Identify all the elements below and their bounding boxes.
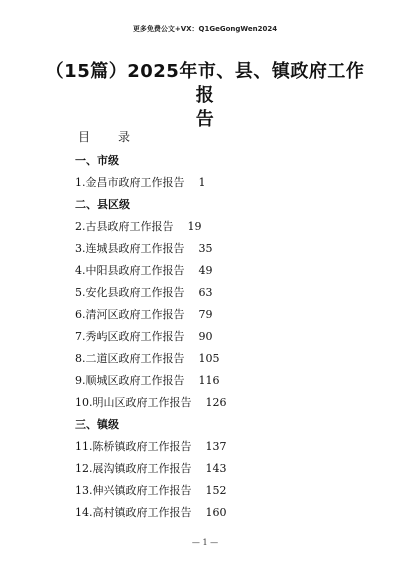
toc-entry[interactable] — [75, 392, 375, 414]
toc-entry-page: 105 — [198, 352, 220, 365]
toc-entry-text: 9.顺城区政府工作报告 — [75, 374, 185, 387]
toc-entry-page: 116 — [198, 374, 220, 387]
toc-entry[interactable] — [75, 502, 375, 524]
toc-entry[interactable] — [75, 458, 375, 480]
toc-entry-text: 11.陈桥镇政府工作报告 — [75, 440, 192, 453]
toc-entry-text: 3.连城县政府工作报告 — [75, 242, 185, 255]
toc-entry-page: 35 — [198, 242, 213, 255]
toc-entry-text: 8.二道区政府工作报告 — [75, 352, 185, 365]
toc-entry-page: 63 — [198, 286, 213, 299]
toc-entry-text: 4.中阳县政府工作报告 — [75, 264, 185, 277]
toc-entry-text: 7.秀屿区政府工作报告 — [75, 330, 185, 343]
title-line-2: 告 — [195, 109, 215, 130]
toc-entry-text: 6.清河区政府工作报告 — [75, 308, 185, 321]
title-line-1: （15篇）2025年市、县、镇政府工作报 — [45, 61, 365, 106]
toc-entry-page: 137 — [205, 440, 227, 453]
toc-entry-page: 126 — [205, 396, 227, 409]
header-note: 更多免费公文+VX：Q1GeGongWen2024 — [132, 25, 278, 33]
toc-entry[interactable] — [75, 260, 375, 282]
toc-entry[interactable] — [75, 326, 375, 348]
toc-section-heading: 二、县区级 — [75, 198, 130, 211]
toc-entry-page: 79 — [198, 308, 213, 321]
toc-entry-page: 49 — [198, 264, 213, 277]
toc-entry[interactable] — [75, 238, 375, 260]
toc-section-heading: 一、市级 — [75, 154, 119, 167]
toc-entry[interactable] — [75, 282, 375, 304]
toc-entry-text: 2.古县政府工作报告 — [75, 220, 174, 233]
toc-entry-text: 12.展沟镇政府工作报告 — [75, 462, 192, 475]
toc-entry[interactable] — [75, 480, 375, 502]
toc-entry-text: 13.伸兴镇政府工作报告 — [75, 484, 192, 497]
toc-entry-page: 160 — [205, 506, 227, 519]
document-title — [40, 60, 370, 132]
toc-entry-text: 5.安化县政府工作报告 — [75, 286, 185, 299]
toc-entry[interactable] — [75, 348, 375, 370]
toc-entry[interactable] — [75, 172, 375, 194]
toc-entry[interactable] — [75, 370, 375, 392]
toc-entry-text: 10.明山区政府工作报告 — [75, 396, 192, 409]
toc-entry-page: 152 — [205, 484, 227, 497]
toc-entry[interactable] — [75, 304, 375, 326]
toc-entry-page: 143 — [205, 462, 227, 475]
toc-section-heading: 三、镇级 — [75, 418, 119, 431]
toc-entry-text: 14.高村镇政府工作报告 — [75, 506, 192, 519]
toc-entry[interactable] — [75, 216, 375, 238]
toc-entry[interactable] — [75, 436, 375, 458]
page-number-footer: — 1 — — [191, 538, 219, 547]
table-of-contents — [75, 150, 375, 524]
toc-heading: 目 录 — [78, 130, 139, 144]
toc-entry-page: 19 — [187, 220, 202, 233]
toc-entry-page: 1 — [198, 176, 206, 189]
toc-entry-page: 90 — [198, 330, 213, 343]
toc-entry-text: 1.金昌市政府工作报告 — [75, 176, 185, 189]
